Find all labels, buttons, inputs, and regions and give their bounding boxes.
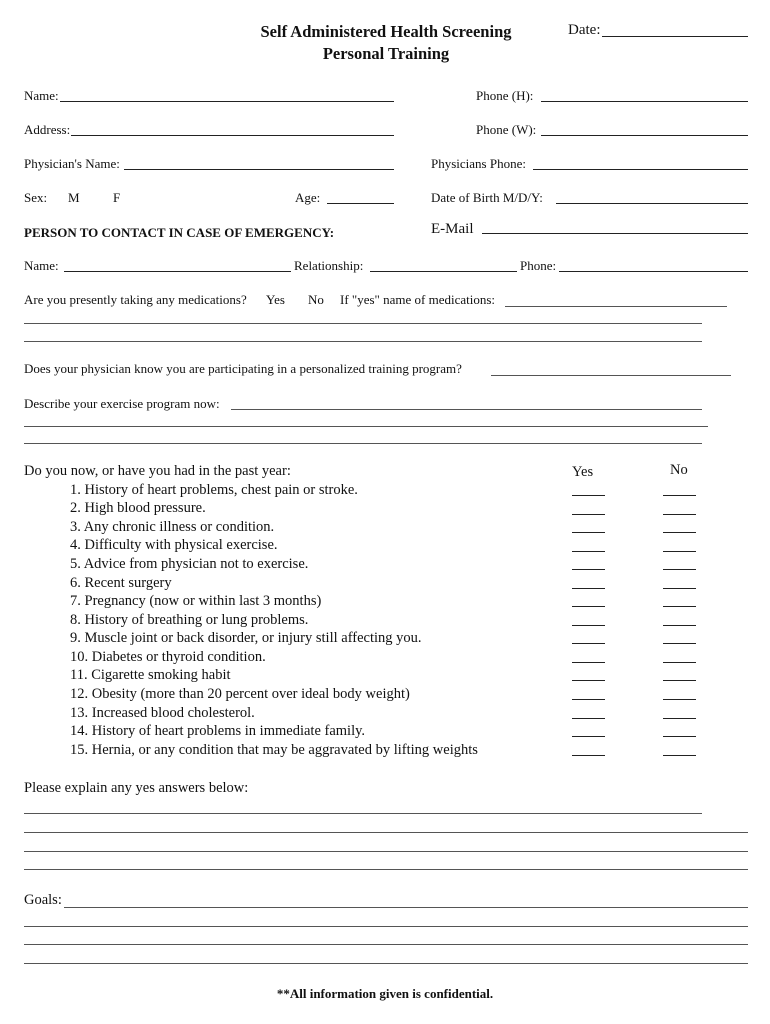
- form-subtitle: Personal Training: [322, 44, 450, 63]
- phone-w-label: Phone (W):: [476, 122, 537, 137]
- email-label: E-Mail: [431, 221, 474, 237]
- history-no-2[interactable]: [663, 514, 696, 515]
- goals-line-4[interactable]: [24, 963, 748, 964]
- explain-line-4[interactable]: [24, 869, 748, 870]
- history-no-7[interactable]: [663, 606, 696, 607]
- history-yes-14[interactable]: [572, 736, 605, 737]
- history-item-1: 1. History of heart problems, chest pain or stroke.: [70, 482, 358, 498]
- history-yes-15[interactable]: [572, 755, 605, 756]
- medications-names-label: If "yes" name of medications:: [340, 292, 496, 307]
- confidential-footer: **All information given is confidential.: [276, 986, 494, 1001]
- history-yes-11[interactable]: [572, 680, 605, 681]
- name-label: Name:: [24, 88, 59, 103]
- date-label: Date:: [568, 22, 601, 38]
- history-yes-header: Yes: [572, 464, 594, 480]
- history-item-14: 14. History of heart problems in immediate family.: [70, 723, 366, 739]
- history-no-6[interactable]: [663, 588, 696, 589]
- history-no-header: No: [670, 462, 688, 478]
- exercise-program-field[interactable]: [231, 409, 702, 410]
- history-no-11[interactable]: [663, 680, 696, 681]
- medications-yes-option[interactable]: Yes: [266, 292, 285, 307]
- relationship-field[interactable]: [370, 271, 517, 272]
- address-field[interactable]: [71, 135, 394, 136]
- history-no-13[interactable]: [663, 718, 696, 719]
- history-item-6: 6. Recent surgery: [70, 575, 172, 591]
- relationship-label: Relationship:: [294, 258, 364, 273]
- goals-line-3[interactable]: [24, 944, 748, 945]
- exercise-program-line-3[interactable]: [24, 443, 702, 444]
- sex-m-option[interactable]: M: [68, 190, 80, 205]
- dob-field[interactable]: [556, 203, 748, 204]
- goals-line-1[interactable]: [64, 907, 748, 908]
- form-title: Self Administered Health Screening: [260, 22, 512, 41]
- contact-phone-field[interactable]: [559, 271, 748, 272]
- history-yes-4[interactable]: [572, 551, 605, 552]
- medications-question: Are you presently taking any medications?: [24, 292, 247, 307]
- contact-phone-label: Phone:: [520, 258, 557, 273]
- explain-line-3[interactable]: [24, 851, 748, 852]
- history-yes-12[interactable]: [572, 699, 605, 700]
- history-yes-9[interactable]: [572, 643, 605, 644]
- history-item-4: 4. Difficulty with physical exercise.: [70, 537, 278, 553]
- history-item-12: 12. Obesity (more than 20 percent over ideal body weight): [70, 686, 410, 702]
- history-item-10: 10. Diabetes or thyroid condition.: [70, 649, 266, 665]
- exercise-program-question: Describe your exercise program now:: [24, 396, 220, 411]
- history-item-15: 15. Hernia, or any condition that may be aggravated by lifting weights: [70, 742, 478, 758]
- date-field[interactable]: [602, 36, 748, 37]
- goals-label: Goals:: [24, 892, 62, 908]
- history-yes-13[interactable]: [572, 718, 605, 719]
- history-yes-10[interactable]: [572, 662, 605, 663]
- history-yes-2[interactable]: [572, 514, 605, 515]
- dob-label: Date of Birth M/D/Y:: [431, 190, 543, 205]
- physician-knows-question: Does your physician know you are participating in a personalized training program?: [24, 361, 462, 376]
- history-item-13: 13. Increased blood cholesterol.: [70, 705, 255, 721]
- explain-line-2[interactable]: [24, 832, 748, 833]
- exercise-program-line-2[interactable]: [24, 426, 708, 427]
- sex-label: Sex:: [24, 190, 48, 205]
- sex-f-option[interactable]: F: [113, 190, 121, 205]
- history-yes-1[interactable]: [572, 495, 605, 496]
- contact-name-field[interactable]: [64, 271, 291, 272]
- physicians-phone-field[interactable]: [533, 169, 748, 170]
- phone-h-label: Phone (H):: [476, 88, 534, 103]
- medications-line-3[interactable]: [24, 341, 702, 342]
- history-no-4[interactable]: [663, 551, 696, 552]
- physicians-phone-label: Physicians Phone:: [431, 156, 526, 171]
- physician-name-field[interactable]: [124, 169, 394, 170]
- history-item-7: 7. Pregnancy (now or within last 3 months): [70, 593, 322, 609]
- physician-name-label: Physician's Name:: [24, 156, 120, 171]
- medications-names-field[interactable]: [505, 306, 727, 307]
- age-field[interactable]: [327, 203, 394, 204]
- history-yes-7[interactable]: [572, 606, 605, 607]
- history-item-11: 11. Cigarette smoking habit: [70, 667, 231, 683]
- medications-line-2[interactable]: [24, 323, 702, 324]
- history-no-9[interactable]: [663, 643, 696, 644]
- history-no-15[interactable]: [663, 755, 696, 756]
- age-label: Age:: [295, 190, 321, 205]
- history-yes-6[interactable]: [572, 588, 605, 589]
- history-no-8[interactable]: [663, 625, 696, 626]
- explain-label: Please explain any yes answers below:: [24, 780, 249, 796]
- history-item-8: 8. History of breathing or lung problems.: [70, 612, 309, 628]
- history-item-3: 3. Any chronic illness or condition.: [70, 519, 275, 535]
- history-intro: Do you now, or have you had in the past year:: [24, 463, 291, 479]
- history-no-10[interactable]: [663, 662, 696, 663]
- history-no-3[interactable]: [663, 532, 696, 533]
- history-item-5: 5. Advice from physician not to exercise.: [70, 556, 309, 572]
- emergency-heading: PERSON TO CONTACT IN CASE OF EMERGENCY:: [24, 225, 335, 240]
- history-no-14[interactable]: [663, 736, 696, 737]
- history-yes-3[interactable]: [572, 532, 605, 533]
- explain-line-1[interactable]: [24, 813, 702, 814]
- goals-line-2[interactable]: [24, 926, 748, 927]
- history-no-1[interactable]: [663, 495, 696, 496]
- name-field[interactable]: [60, 101, 394, 102]
- physician-knows-field[interactable]: [491, 375, 731, 376]
- history-yes-5[interactable]: [572, 569, 605, 570]
- contact-name-label: Name:: [24, 258, 59, 273]
- history-yes-8[interactable]: [572, 625, 605, 626]
- history-no-5[interactable]: [663, 569, 696, 570]
- address-label: Address:: [24, 122, 71, 137]
- history-item-9: 9. Muscle joint or back disorder, or injury still affecting you.: [70, 630, 422, 646]
- history-no-12[interactable]: [663, 699, 696, 700]
- email-field[interactable]: [482, 233, 748, 234]
- medications-no-option[interactable]: No: [308, 292, 324, 307]
- phone-w-field[interactable]: [541, 135, 748, 136]
- phone-h-field[interactable]: [541, 101, 748, 102]
- history-item-2: 2. High blood pressure.: [70, 500, 206, 516]
